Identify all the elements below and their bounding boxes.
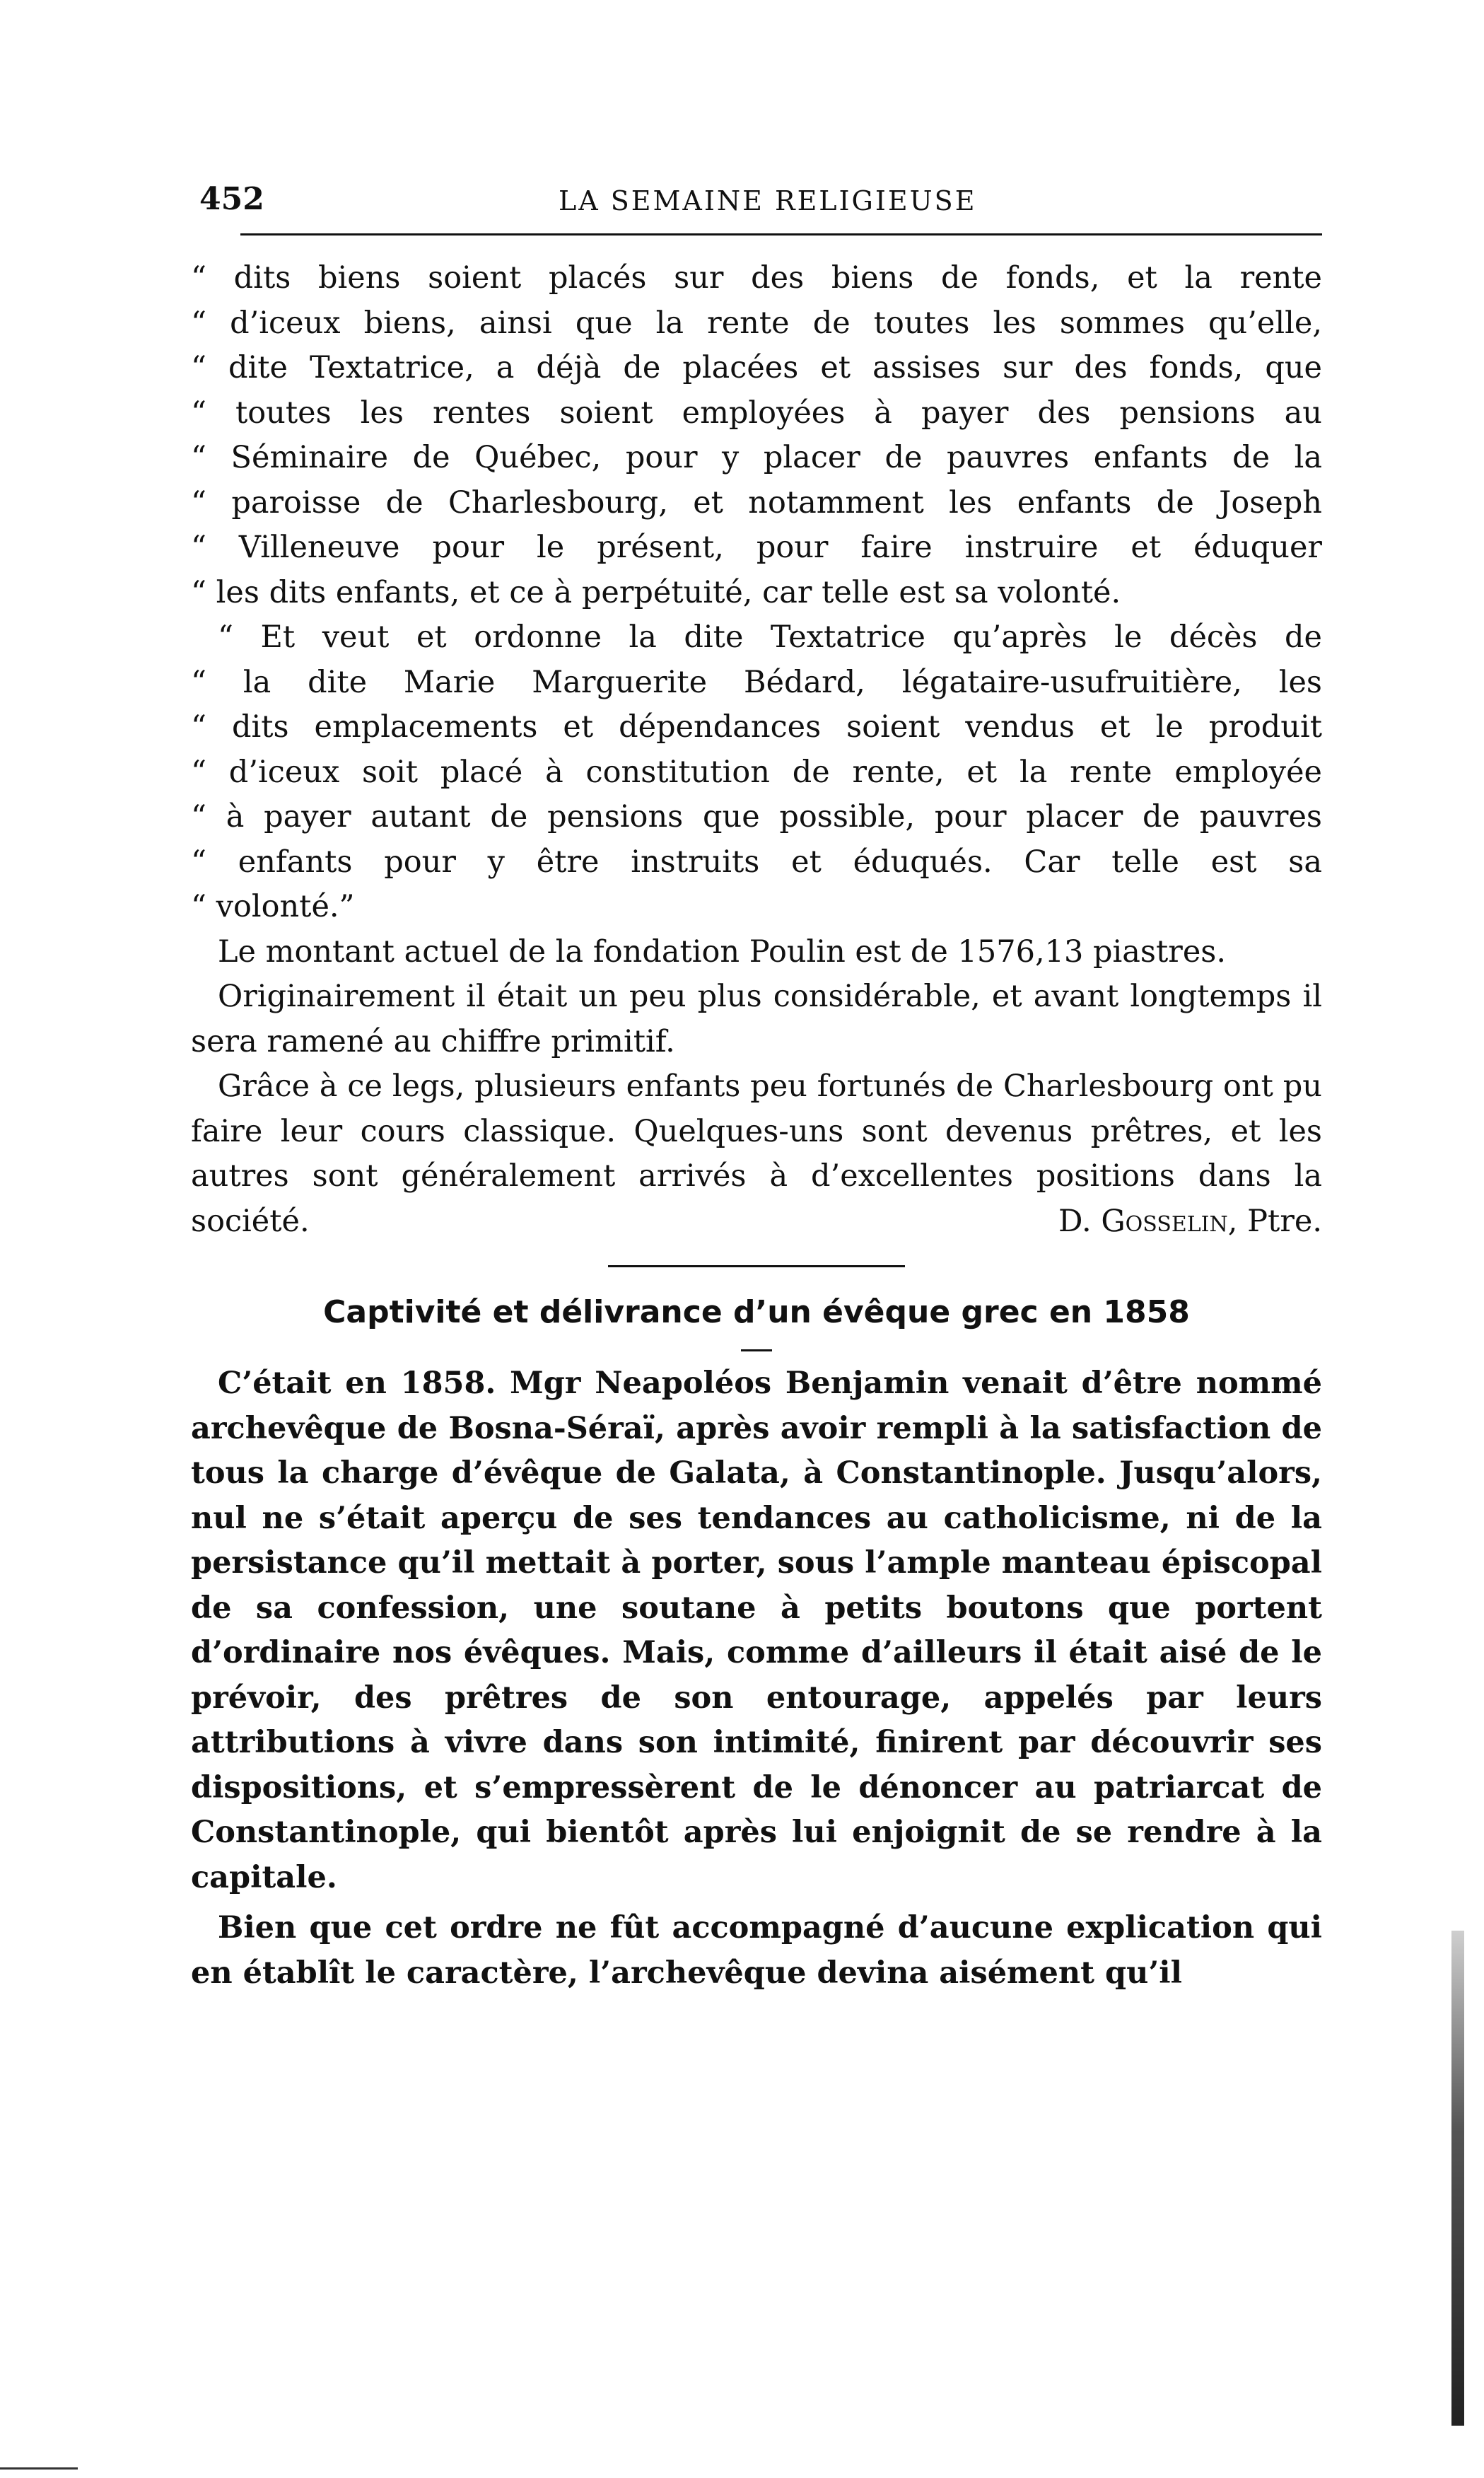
quote-line: “ volonté.” (191, 889, 355, 924)
quote-line: “ Villeneuve pour le présent, pour faire instruire et éduquer (191, 530, 1322, 565)
quote-line: “ enfants pour y être instruits et éduqués. Car telle est sa (191, 844, 1322, 880)
quote-line: “ les dits enfants, et ce à perpétuité, car telle est sa volonté. (191, 574, 1121, 610)
quote-line: “ d’iceux soit placé à constitution de rente, et la rente employée (191, 754, 1322, 790)
article-paragraph-1: C’était en 1858. Mgr Neapoléos Benjamin venait d’être nommé archevêque de Bosna-Séraï, après avoir rempli à la satisfaction de tous la charge d’évêque de Galata, à Constantinople. Jusqu’alors, nul ne s’était aperçu de ses tendances au catholicisme, ni de la persistance qu’il mettait à porter, sous l’ample manteau épiscopal de sa confession, une soutane à petits boutons que portent d’ordinaire nos évêques. Mais, comme d’ailleurs il était aisé de le prévoir, des prêtres de son entourage, appelés par leurs attributions à vivre dans son intimité, finirent par découvrir ses dispositions, et s’empressèrent de le dénoncer au patriarcat de Constantinople, qui bientôt après lui enjoignit de se rendre à la capitale. (191, 1366, 1322, 1895)
quote-block-1 (191, 256, 1322, 615)
page-body (191, 256, 1322, 1996)
article-title: Captivité et délivrance d’un évêque grec en 1858 (323, 1294, 1190, 1330)
paragraph-fondation: Le montant actuel de la fondation Poulin est de 1576,13 piastres. (218, 933, 1227, 970)
quote-line: “ dits biens soient placés sur des biens de fonds, et la rente (191, 260, 1322, 296)
quote-line: “ d’iceux biens, ainsi que la rente de toutes les sommes qu’elle, (191, 305, 1322, 341)
quote-line: “ Et veut et ordonne la dite Textatrice qu’après le décès de (218, 620, 1322, 655)
quote-line: “ Séminaire de Québec, pour y placer de pauvres enfants de la (191, 440, 1322, 475)
quote-line: “ la dite Marie Marguerite Bédard, légataire-usufruitière, les (191, 664, 1322, 700)
paragraph-grace-text: Grâce à ce legs, plusieurs enfants peu fortunés de Charlesbourg ont pu faire leur cours classique. Quelques-uns sont devenus prêtres, et les autres sont généralement arrivés à d’excellentes positions dans la société. (191, 1069, 1322, 1239)
signature-initial: D. (1058, 1203, 1092, 1239)
signature (1032, 1199, 1322, 1245)
quote-line: “ paroisse de Charlesbourg, et notamment les enfants de Joseph (191, 484, 1322, 520)
paragraph-originairement: Originairement il était un peu plus considérable, et avant longtemps il sera ramené au chiffre primitif. (191, 979, 1322, 1059)
signature-name: Gosselin, (1101, 1203, 1238, 1239)
page-number: 452 (199, 181, 264, 217)
quote-block-2 (191, 615, 1322, 930)
quote-line: “ dits emplacements et dépendances soient vendus et le produit (191, 709, 1322, 745)
paragraph-grace (191, 1064, 1322, 1244)
title-rule (741, 1349, 772, 1351)
quote-line: “ à payer autant de pensions que possible, pour placer de pauvres (191, 799, 1322, 834)
section-divider (608, 1265, 905, 1267)
article-paragraph-2: Bien que cet ordre ne fût accompagné d’aucune explication qui en établît le caractère, l’archevêque devina aisément qu’il (191, 1910, 1322, 1991)
header-rule (240, 233, 1322, 235)
page-header (191, 177, 1322, 226)
quote-line: “ dite Textatrice, a déjà de placées et assises sur des fonds, que (191, 350, 1322, 385)
scan-corner-mark (0, 2467, 78, 2478)
quote-line: “ toutes les rentes soient employées à payer des pensions au (191, 395, 1322, 431)
running-title: LA SEMAINE RELIGIEUSE (559, 185, 977, 216)
signature-title: Ptre. (1247, 1203, 1322, 1239)
page (191, 177, 1322, 1991)
article-body (191, 1361, 1322, 1996)
scan-edge-mark (1451, 1931, 1464, 2426)
